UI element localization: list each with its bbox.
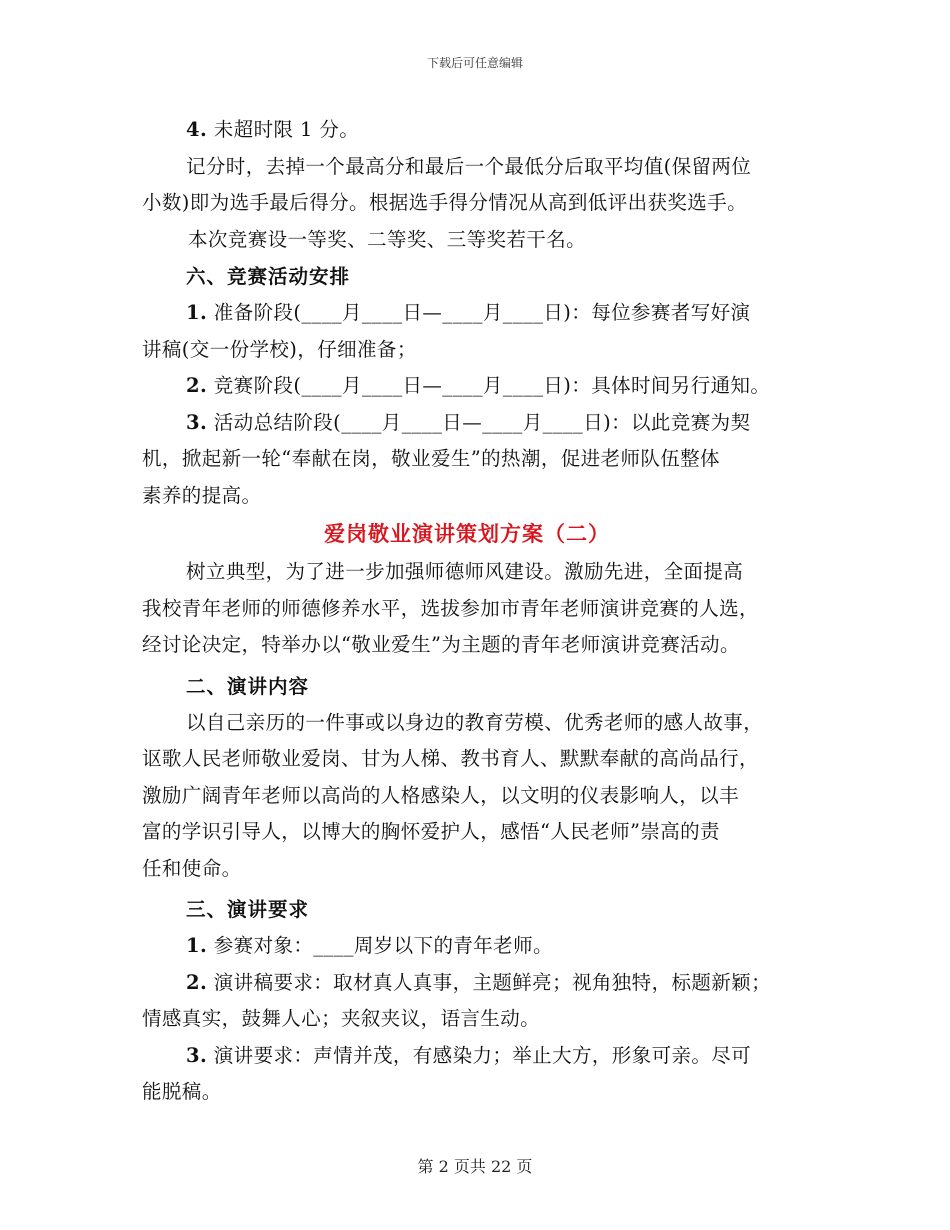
stage-3-line-1 — [142, 405, 822, 442]
item-text: 演讲稿要求：取材真人真事，主题鲜亮；视角独特，标题新颖； — [213, 970, 771, 994]
page-header-note: 下载后可任意编辑 — [426, 56, 523, 70]
item-number: 3. — [186, 410, 208, 434]
item-text: 准备阶段(____月____日—____月____日)：每位参赛者写好演 — [213, 301, 751, 324]
stage-2-line-1 — [142, 368, 822, 405]
item-number: 4. — [186, 118, 208, 141]
item-text: 参赛对象：____周岁以下的青年老师。 — [213, 934, 553, 957]
intro-line-2: 我校青年老师的师德修养水平，选拔参加市青年老师演讲竞赛的人选， — [142, 596, 759, 620]
item-4 — [142, 112, 822, 149]
page-footer-number: 第 2 页共 22 页 — [417, 1157, 533, 1176]
content-line-3: 激励广阔青年老师以高尚的人格感染人，以文明的仪表影响人，以丰 — [142, 783, 740, 807]
section-title-red: 爱岗敬业演讲策划方案（二） — [324, 521, 610, 546]
item-text: 演讲要求：声情并茂，有感染力；举止大方，形象可亲。尽可 — [213, 1043, 752, 1067]
awards-line: 本次竞赛设一等奖、二等奖、三等奖若干名。 — [188, 227, 587, 251]
scoring-line-2: 小数)即为选手最后得分。根据选手得分情况从高到低评出获奖选手。 — [142, 191, 748, 214]
scoring-line-1: 记分时，去掉一个最高分和最后一个最低分后取平均值(保留两位 — [186, 154, 752, 178]
intro-line-3: 经讨论决定，特举办以“敬业爱生”为主题的青年老师演讲竞赛活动。 — [142, 633, 740, 656]
req-1-line-1 — [142, 928, 822, 965]
item-number: 2. — [186, 970, 208, 994]
item-text: 未超时限 1 分。 — [213, 118, 360, 141]
item-number: 1. — [186, 301, 208, 324]
req-2-line-1 — [142, 965, 822, 1002]
content-line-4: 富的学识引导人，以博大的胸怀爱护人，感悟“人民老师”崇高的责 — [142, 820, 720, 843]
item-text: 竞赛阶段(____月____日—____月____日)：具体时间另行通知。 — [213, 374, 771, 397]
req-3-line-2: 能脱稿。 — [142, 1080, 222, 1103]
req-3-line-1 — [142, 1038, 822, 1075]
req-2-line-2: 情感真实，鼓舞人心；夹叙夹议，语言生动。 — [142, 1007, 541, 1030]
item-number: 2. — [186, 374, 208, 397]
stage-1-line-1 — [142, 295, 822, 332]
stage-3-line-2: 机，掀起新一轮“奉献在岗，敬业爱生”的热潮，促进老师队伍整体 — [142, 447, 720, 470]
section-heading-6: 六、竞赛活动安排 — [186, 265, 351, 288]
content-line-1: 以自己亲历的一件事或以身边的教育劳模、优秀老师的感人故事， — [186, 710, 764, 734]
item-number: 1. — [186, 934, 208, 957]
intro-line-1: 树立典型，为了进一步加强师德师风建设。激励先进，全面提高 — [186, 560, 744, 583]
item-number: 3. — [186, 1043, 208, 1067]
document-body — [142, 112, 822, 1111]
section-heading-3: 三、演讲要求 — [186, 898, 310, 921]
section-heading-2: 二、演讲内容 — [186, 674, 310, 698]
stage-3-line-3: 素养的提高。 — [142, 483, 262, 507]
stage-1-line-2: 讲稿(交一份学校)，仔细准备； — [142, 337, 417, 361]
content-line-2: 讴歌人民老师敬业爱岗、甘为人梯、教书育人、默默奉献的高尚品行， — [142, 747, 759, 770]
content-line-5: 任和使命。 — [142, 856, 242, 880]
item-text: 活动总结阶段(____月____日—____月____日)：以此竞赛为契 — [213, 410, 751, 434]
